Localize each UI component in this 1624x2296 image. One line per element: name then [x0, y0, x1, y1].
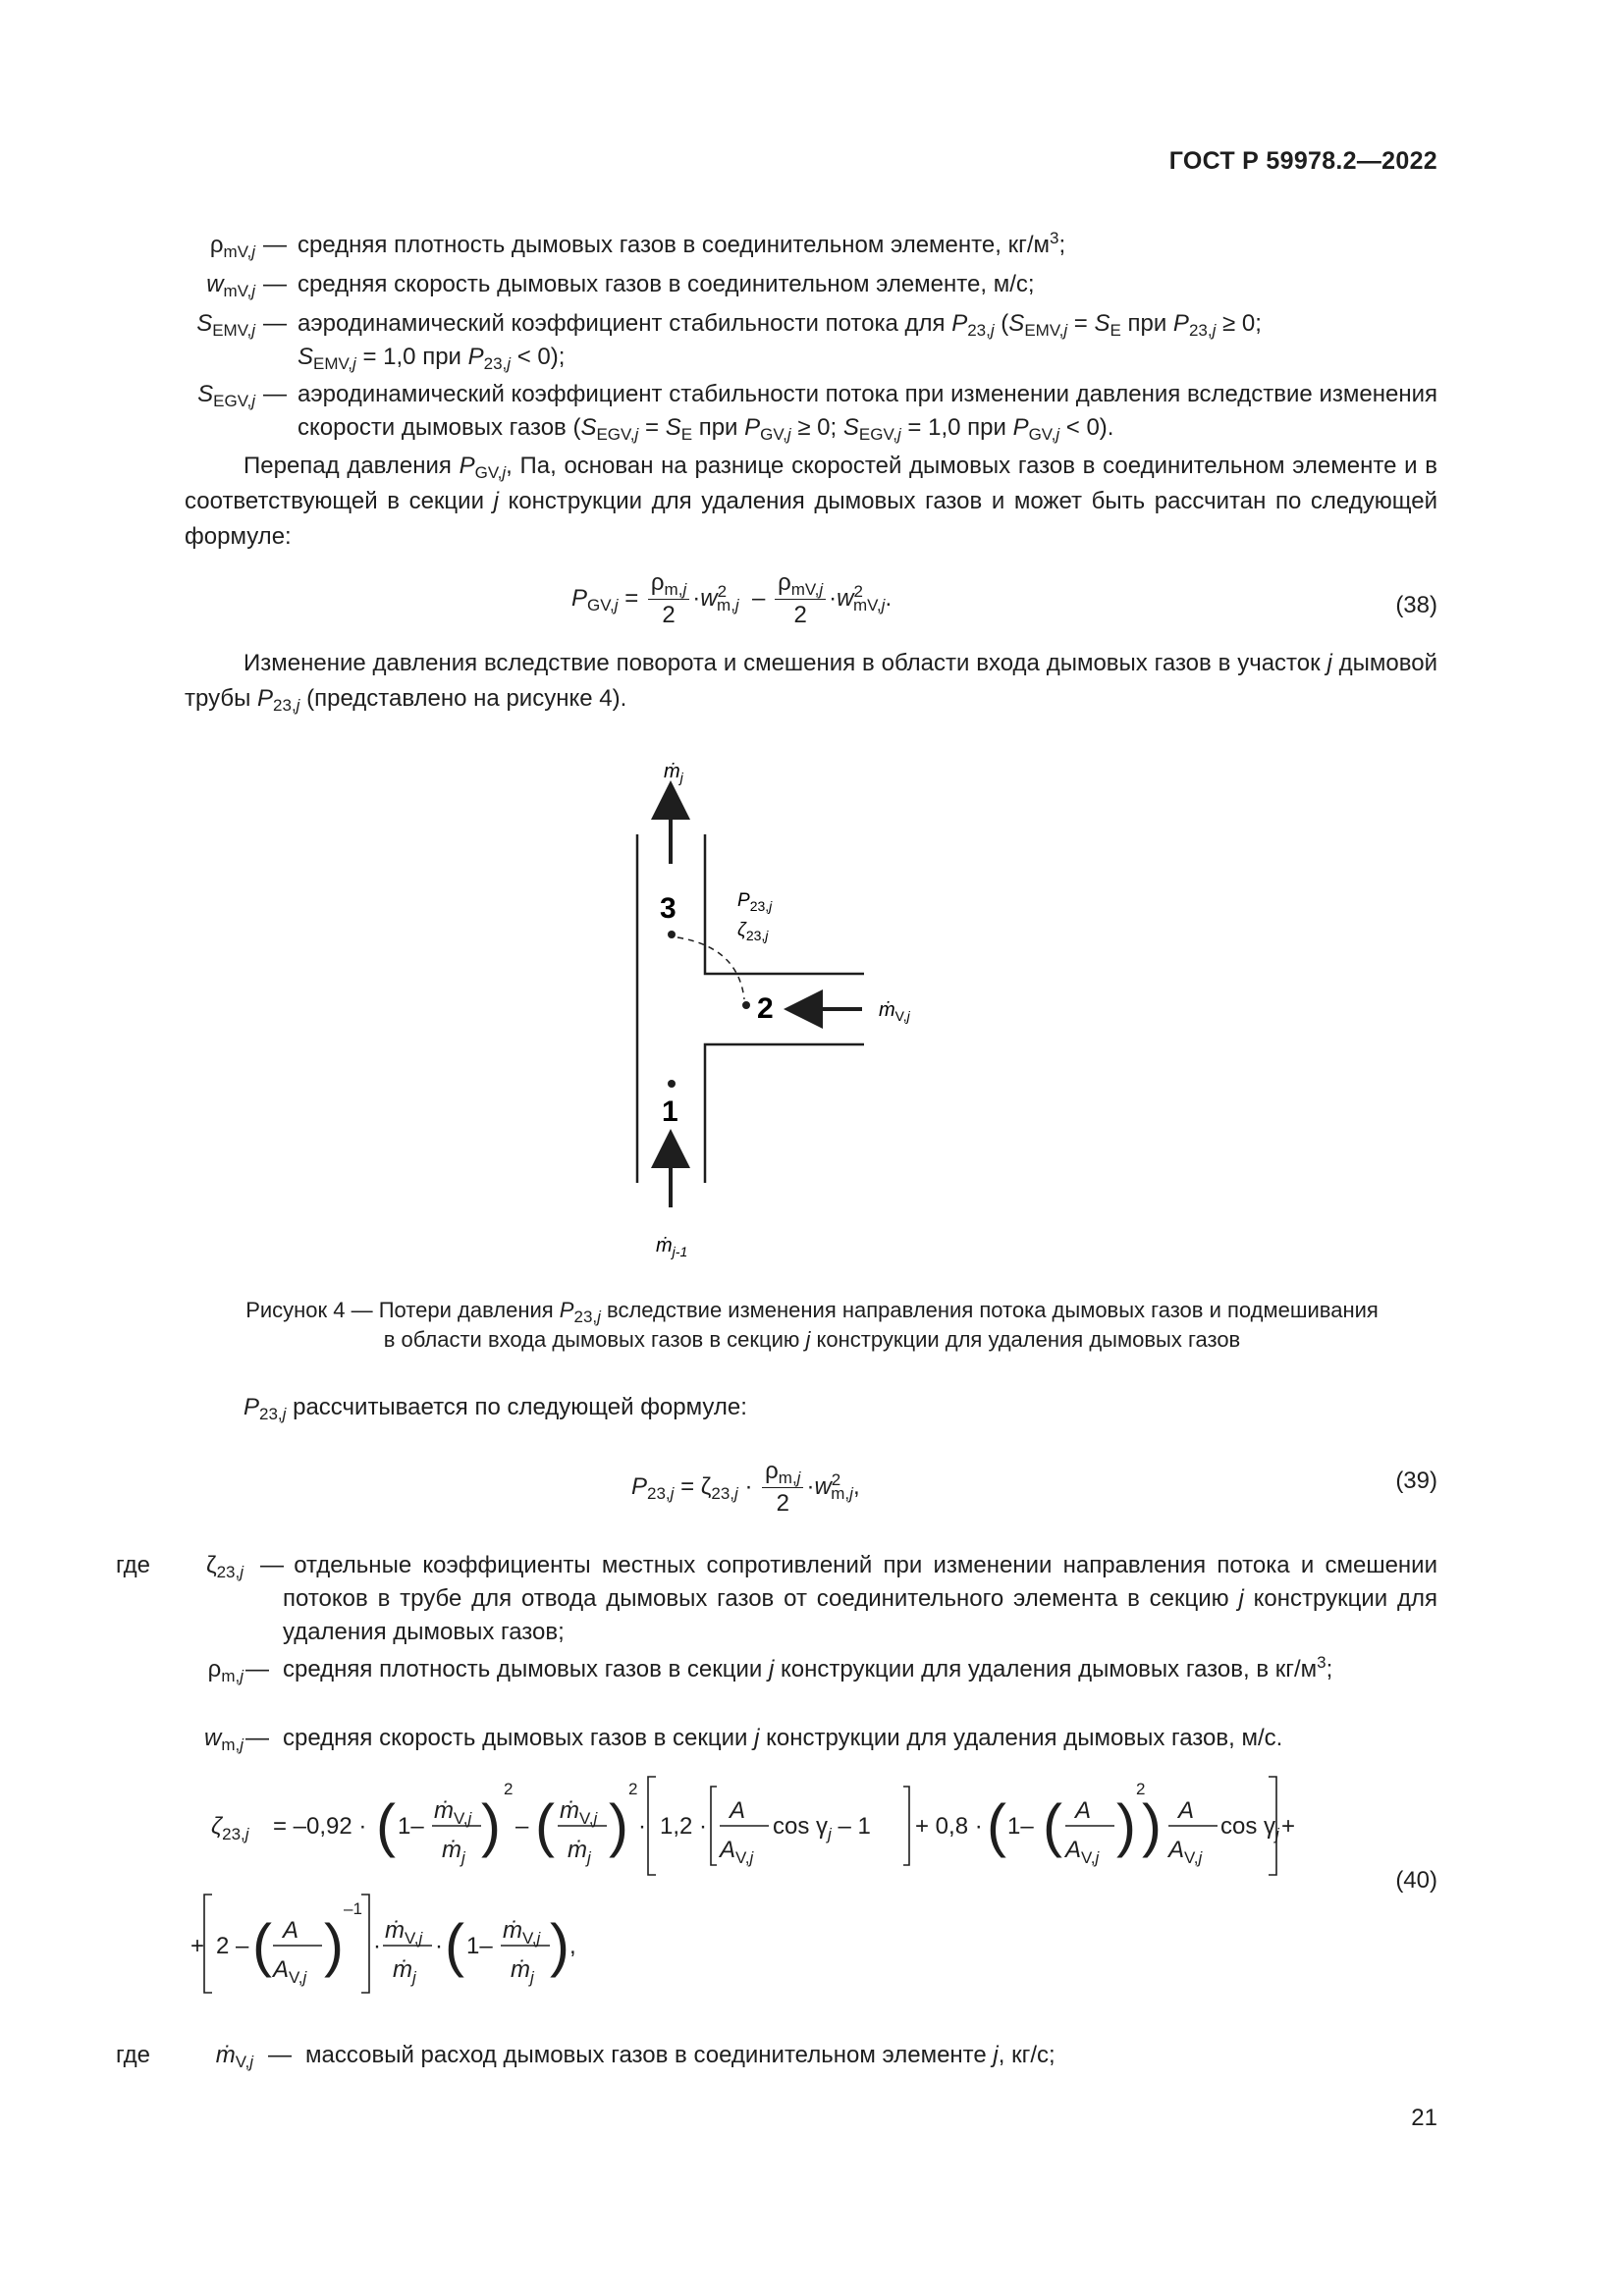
svg-text:2: 2: [1136, 1780, 1146, 1798]
svg-text:(: (: [252, 1912, 272, 1978]
point-3-dot: [668, 931, 676, 938]
svg-text:): ): [324, 1912, 344, 1978]
svg-text:cos γj – 1: $\cos \gamma_j - 1$: [773, 1813, 871, 1843]
svg-text:A: A: [730, 1797, 746, 1824]
label-zeta23: $\zeta_{23,}j$: [737, 920, 769, 943]
label-m-side: ṁ$_{V,}$j: [879, 999, 910, 1024]
where-word-2: где: [116, 2042, 151, 2068]
svg-text:(: (: [445, 1912, 464, 1978]
svg-text:AV,j: $A_{V,}j$: [1168, 1837, 1203, 1867]
svg-text:(: (: [987, 1792, 1006, 1858]
paragraph-p23-intro: Изменение давления вследствие поворота и смешения в области входа дымовых газов в участок j дымовой трубы $P_{23,j}$ (представлено на рисунке 4).: [185, 650, 1437, 715]
svg-text:1–: 1–: [466, 1933, 493, 1959]
svg-text:+: +: [190, 1933, 205, 1959]
svg-text:): ): [1116, 1792, 1136, 1858]
figure-4-caption: Рисунок 4 — Потери давления $P_{23,j}$ вследствие изменения направления потока дымовых газов и подмешивания в области входа дымовых газов в секцию j конструкции для удаления дымовых газов: [245, 1298, 1379, 1352]
page-number: 21: [1411, 2105, 1437, 2131]
equation-40-number: (40): [1395, 1867, 1437, 1894]
definition-zeta23: где $\zeta_{23,j}$ — отдельные коэффициенты местных сопротивлений при изменении направления потока и смешении потоков в трубе для отвода дымовых газов от соединительного элемента в секцию j конструкции для удаления дымовых газов;: [116, 1549, 1437, 1653]
svg-text:ṁV,j: ṁ$_{V,}$j: [434, 1797, 472, 1828]
svg-text:AV,j: $A_{V,}j$: [720, 1837, 754, 1867]
svg-text:·: ·: [373, 1933, 381, 1959]
document-header: ГОСТ Р 59978.2—2022: [1168, 147, 1437, 175]
pipe-right-upper-wall: [705, 834, 864, 974]
equation-40: [190, 1767, 1355, 2012]
equation-39-number: (39): [1395, 1468, 1437, 1494]
svg-text:ṁV,j: ṁ$_{V,}$j: [385, 1917, 423, 1948]
svg-text:(: (: [376, 1792, 396, 1858]
svg-text:1–: 1–: [1007, 1813, 1034, 1840]
svg-text:·: ·: [638, 1813, 646, 1840]
svg-text:(: (: [1043, 1792, 1062, 1858]
svg-text:–1: –1: [344, 1899, 362, 1918]
label-point-1: 1: [662, 1095, 678, 1128]
svg-text:): ): [550, 1912, 569, 1978]
paragraph-pgv: Перепад давления $P_{GV,j}$, Па, основан на разнице скоростей дымовых газов в соединительном элементе и в соответствующей в секции j конструкции для удаления дымовых газов и может быть рассчитан по следующей формуле:: [185, 453, 1437, 550]
equation-38-number: (38): [1395, 592, 1437, 618]
svg-text:ṁj: ṁ$_j$: [393, 1956, 416, 1987]
svg-text:): ): [481, 1792, 501, 1858]
label-p23: $P_{23,}j$: [737, 890, 773, 914]
svg-text:2: 2: [628, 1780, 638, 1798]
svg-text:ṁV,j: ṁ$_{V,}$j: [560, 1797, 598, 1828]
pipe-right-lower-wall: [705, 1044, 864, 1183]
svg-text:+: +: [1281, 1813, 1296, 1840]
definition-s-emv: $S_{EMV,j}$ — аэродинамический коэффициент стабильности потока для $P_{23,j}$ ($S_{EMV,j} = S_E$ при $P_{23,j} \ge 0$; $S_{EMV,j} = 1,0$ при $P_{23,j} < 0$);: [196, 310, 1262, 373]
svg-text:(: (: [535, 1792, 555, 1858]
svg-text:1,2 ·: 1,2 ·: [660, 1813, 708, 1840]
figure-4-diagram: [589, 736, 982, 1266]
point-1-dot: [668, 1080, 676, 1088]
svg-text:ṁV,j: ṁ$_{V,}$j: [503, 1917, 541, 1948]
point-2-dot: [742, 1001, 750, 1009]
definition-w-mv: $w_{mV,j}$ — средняя скорость дымовых газов в соединительном элементе, м/с;: [206, 271, 1035, 300]
svg-text:): ): [1142, 1792, 1162, 1858]
svg-text:A: A: [1075, 1797, 1092, 1824]
svg-text:A: A: [1178, 1797, 1195, 1824]
svg-text:ṁj: ṁ$_j$: [442, 1837, 465, 1867]
definition-rho-m: $\rho_{m,j}$ — средняя плотность дымовых газов в секции j конструкции для удаления дымовых газов, в $кг/м^3$;: [207, 1653, 1333, 1685]
svg-text:+ 0,8 ·: + 0,8 ·: [915, 1813, 983, 1840]
equation-38: $P_{GV,j}$ = $\frac{\rho_{m,j}}{2}$ $\cdot w^2_{m,j}$ – $\frac{\rho_{mV,j}}{2}$ $\cdot w^2_{mV,j}$.: [571, 569, 893, 628]
paragraph-p23-calc: $P_{23,j}$ рассчитывается по следующей формуле:: [244, 1394, 747, 1423]
equation-39: $P_{23,j} = \zeta_{23,j}$ · $\frac{\rho_{m,j}}{2}$ $\cdot w^2_{m,j}$,: [631, 1458, 860, 1517]
svg-text:ṁj: ṁ$_j$: [568, 1837, 591, 1867]
svg-text:2 –: 2 –: [216, 1933, 249, 1959]
label-m-bottom: ṁ$_{j-1}$: [656, 1235, 688, 1259]
svg-text:ṁj: ṁ$_j$: [511, 1956, 534, 1987]
svg-text:A: A: [283, 1917, 299, 1944]
where-word: где: [116, 1552, 151, 1578]
definition-mdot-v: где ṁ$_{V,j}$ — массовый расход дымовых газов в соединительном элементе j, кг/с;: [116, 2039, 1437, 2072]
svg-text:–: –: [515, 1813, 529, 1840]
svg-text:= –0,92 ·: = –0,92 ·: [273, 1813, 367, 1840]
svg-text:·: ·: [435, 1933, 443, 1959]
label-point-3: 3: [660, 892, 677, 925]
svg-text:AV,j: $A_{V,}j$: [273, 1956, 307, 1987]
definition-rho-mv: $\rho_{mV,j}$ — средняя плотность дымовых газов в соединительном элементе, $кг/м^3$;: [209, 229, 1066, 261]
svg-text:1–: 1–: [398, 1813, 424, 1840]
label-m-top: ṁ$_j$: [664, 761, 683, 785]
label-point-2: 2: [757, 992, 774, 1025]
svg-text:2: 2: [504, 1780, 514, 1798]
dashed-flow-curve: [677, 937, 744, 999]
svg-text:,: ,: [569, 1933, 576, 1959]
definition-w-m: $w_{m,j}$ — средняя скорость дымовых газов в секции j конструкции для удаления дымовых газов, м/с.: [203, 1725, 1283, 1754]
svg-text:ζ23,j: $\zeta_{23,}j$: [211, 1813, 249, 1843]
svg-text:cos γj: $\cos \gamma_j$: [1220, 1813, 1279, 1843]
definition-s-egv: $S_{EGV,j}$ — аэродинамический коэффициент стабильности потока при изменении давления вследствие изменения скорости дымовых газов ($S_{EGV,j} = S_E$ при $P_{GV,j} \ge 0$; $S_{EGV,j} = 1,0$ при $P_{GV,j} < 0$).: [197, 381, 1437, 444]
svg-text:AV,j: $A_{V,}j$: [1065, 1837, 1100, 1867]
svg-text:): ): [609, 1792, 628, 1858]
